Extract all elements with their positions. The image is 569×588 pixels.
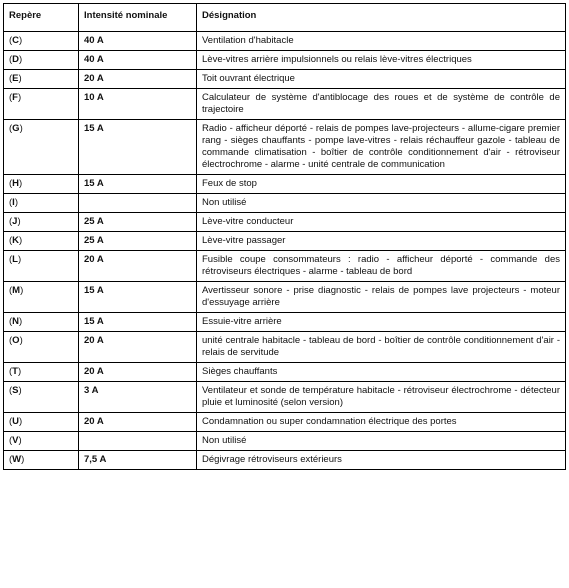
designation-cell: Ventilateur et sonde de température habitacle - rétroviseur électrochrome - détecteur pluie et luminosité (selon version) (197, 382, 566, 413)
table-row (4, 32, 566, 51)
repere-cell: (C) (4, 32, 79, 51)
repere-cell: (G) (4, 120, 79, 175)
repere-code: H (12, 178, 20, 189)
intensite-cell: 7,5 A (79, 451, 197, 470)
table-row (4, 194, 566, 213)
designation-cell: Lève-vitre passager (197, 232, 566, 251)
repere-code: T (12, 366, 18, 377)
table-row (4, 451, 566, 470)
repere-cell: (D) (4, 51, 79, 70)
fuse-table (3, 3, 566, 470)
designation-cell: Lève-vitre conducteur (197, 213, 566, 232)
table-row (4, 382, 566, 413)
designation-cell: Feux de stop (197, 175, 566, 194)
designation-cell: Dégivrage rétroviseurs extérieurs (197, 451, 566, 470)
designation-cell: Calculateur de système d'antiblocage des roues et de système de contrôle de trajectoire (197, 89, 566, 120)
repere-cell: (S) (4, 382, 79, 413)
repere-cell: (O) (4, 332, 79, 363)
repere-code: M (12, 285, 21, 296)
repere-cell: (U) (4, 413, 79, 432)
intensite-cell: 15 A (79, 282, 197, 313)
repere-code: E (12, 73, 19, 84)
repere-cell: (J) (4, 213, 79, 232)
intensite-cell: 25 A (79, 213, 197, 232)
repere-code: K (12, 235, 20, 246)
header-row (4, 4, 566, 32)
intensite-cell: 20 A (79, 251, 197, 282)
designation-cell: Avertisseur sonore - prise diagnostic - relais de pompes lave projecteurs - moteur d'essuyage arrière (197, 282, 566, 313)
repere-code: I (12, 197, 15, 208)
intensite-cell: 20 A (79, 363, 197, 382)
designation-cell: Essuie-vitre arrière (197, 313, 566, 332)
designation-cell: Fusible coupe consommateurs : radio - afficheur déporté - commande des rétroviseurs électriques - alarme - tableau de bord (197, 251, 566, 282)
intensite-cell: 10 A (79, 89, 197, 120)
repere-cell: (F) (4, 89, 79, 120)
intensite-cell: 40 A (79, 32, 197, 51)
repere-code: V (12, 435, 19, 446)
table-row (4, 213, 566, 232)
repere-cell: (H) (4, 175, 79, 194)
repere-cell: (V) (4, 432, 79, 451)
intensite-cell: 20 A (79, 332, 197, 363)
repere-code: J (12, 216, 18, 227)
intensite-cell: 3 A (79, 382, 197, 413)
repere-code: L (12, 254, 18, 265)
repere-cell: (I) (4, 194, 79, 213)
designation-cell: Non utilisé (197, 432, 566, 451)
designation-cell: Condamnation ou super condamnation électrique des portes (197, 413, 566, 432)
intensite-cell: 15 A (79, 120, 197, 175)
intensite-cell: 15 A (79, 175, 197, 194)
table-row (4, 251, 566, 282)
repere-cell: (L) (4, 251, 79, 282)
table-row (4, 232, 566, 251)
repere-code: N (12, 316, 20, 327)
table-row (4, 70, 566, 89)
repere-cell: (T) (4, 363, 79, 382)
header-repere: Repère (4, 4, 79, 32)
table-row (4, 332, 566, 363)
repere-code: W (12, 454, 22, 465)
designation-cell: Lève-vitres arrière impulsionnels ou relais lève-vitres électriques (197, 51, 566, 70)
designation-cell: Toit ouvrant électrique (197, 70, 566, 89)
repere-code: S (12, 385, 19, 396)
table-body (4, 32, 566, 470)
table-row (4, 175, 566, 194)
designation-cell: Radio - afficheur déporté - relais de pompes lave-projecteurs - allume-cigare premier rang - sièges chauffants - pompe lave-vitres - relais réchauffeur gazole - tableau de commande climatisation - boîtier de contrôle conditionnement d'air - rétroviseur électrochrome - alarme - unité centrale de communication (197, 120, 566, 175)
table-row (4, 413, 566, 432)
designation-cell: unité centrale habitacle - tableau de bord - boîtier de contrôle conditionnement d'air - relais de servitude (197, 332, 566, 363)
table-row (4, 51, 566, 70)
repere-code: D (12, 54, 20, 65)
repere-code: O (12, 335, 20, 346)
designation-cell: Non utilisé (197, 194, 566, 213)
repere-cell: (E) (4, 70, 79, 89)
designation-cell: Ventilation d'habitacle (197, 32, 566, 51)
repere-cell: (M) (4, 282, 79, 313)
intensite-cell: 40 A (79, 51, 197, 70)
designation-cell: Sièges chauffants (197, 363, 566, 382)
header-designation: Désignation (197, 4, 566, 32)
table-row (4, 89, 566, 120)
intensite-cell: 15 A (79, 313, 197, 332)
repere-code: F (12, 92, 18, 103)
table-row (4, 363, 566, 382)
intensite-cell (79, 432, 197, 451)
table-row (4, 120, 566, 175)
repere-code: G (12, 123, 20, 134)
table-row (4, 432, 566, 451)
intensite-cell: 20 A (79, 70, 197, 89)
header-intensite: Intensité nominale (79, 4, 197, 32)
repere-code: U (12, 416, 20, 427)
table-row (4, 282, 566, 313)
intensite-cell: 20 A (79, 413, 197, 432)
table-row (4, 313, 566, 332)
repere-cell: (K) (4, 232, 79, 251)
repere-cell: (W) (4, 451, 79, 470)
intensite-cell (79, 194, 197, 213)
intensite-cell: 25 A (79, 232, 197, 251)
repere-code: C (12, 35, 20, 46)
repere-cell: (N) (4, 313, 79, 332)
